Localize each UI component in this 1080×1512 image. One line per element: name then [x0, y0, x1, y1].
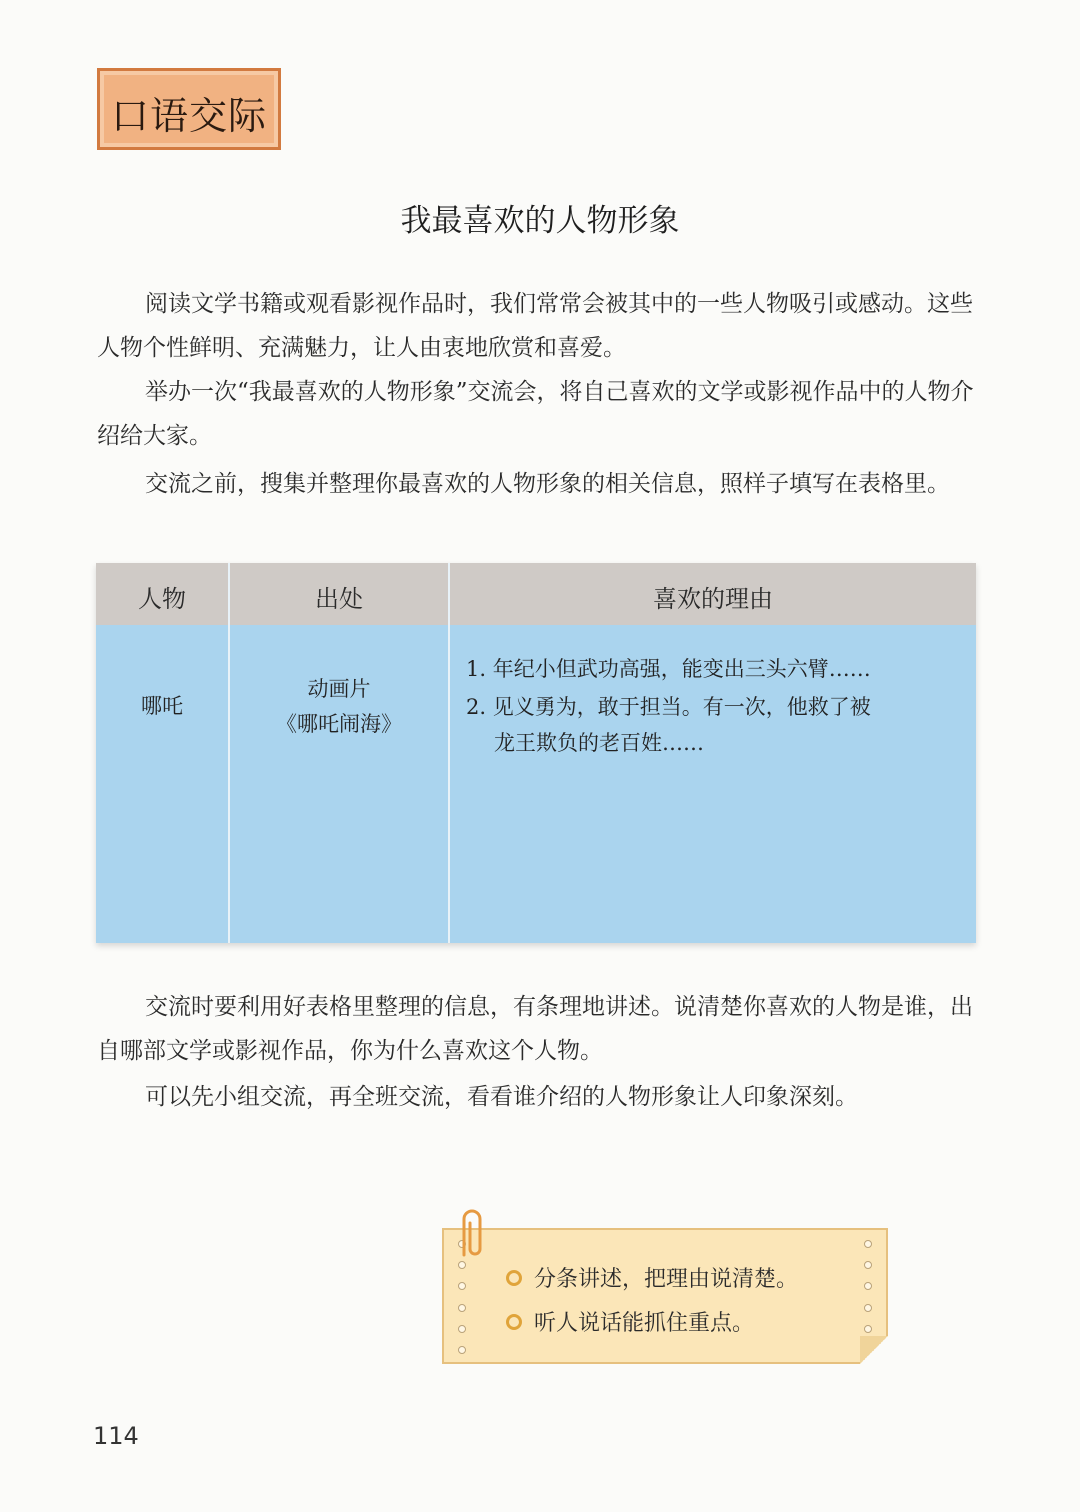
cell-reason-2: 2. 见义勇为，敢于担当。有一次，他救了被 — [466, 695, 871, 719]
page-title: 我最喜欢的人物形象 — [400, 203, 680, 239]
column-header-reason: 喜欢的理由 — [653, 585, 773, 613]
section-badge — [97, 68, 281, 150]
paragraph-intro: 阅读文学书籍或观看影视作品时，我们常常会被其中的一些人物吸引或感动。这些人物个性鲜明、充满魅力，让人由衷地欣赏和喜爱。 — [97, 291, 973, 361]
tip-note — [442, 1228, 888, 1364]
cell-source-title: 《哪吒闹海》 — [276, 712, 402, 736]
cell-character: 哪吒 — [141, 694, 183, 718]
paragraph-preparation: 交流之前，搜集并整理你最喜欢的人物形象的相关信息，照样子填写在表格里。 — [145, 471, 950, 497]
bullet-circle-icon — [506, 1270, 522, 1286]
page-number: 114 — [93, 1422, 139, 1450]
cell-reason-2-cont: 龙王欺负的老百姓…… — [494, 731, 704, 755]
column-header-character: 人物 — [138, 585, 186, 613]
section-badge-label: 口语交际 — [110, 94, 267, 138]
bullet-circle-icon — [506, 1314, 522, 1330]
paragraph-closing: 可以先小组交流，再全班交流，看看谁介绍的人物形象让人印象深刻。 — [145, 1084, 858, 1110]
cell-source-type: 动画片 — [307, 677, 371, 701]
cell-reason-1: 1. 年纪小但武功高强，能变出三头六臂…… — [466, 657, 871, 681]
paragraph-activity: 举办一次“我最喜欢的人物形象”交流会，将自己喜欢的文学或影视作品中的人物介绍给大家。 — [97, 379, 974, 449]
table-divider — [228, 563, 230, 943]
tip-item-1 — [506, 1262, 798, 1293]
page-fold-corner — [860, 1336, 888, 1364]
column-header-source: 出处 — [315, 585, 363, 613]
paperclip-icon — [452, 1205, 492, 1265]
table-divider — [448, 563, 450, 943]
tip-item-1-text: 分条讲述，把理由说清楚。 — [534, 1267, 799, 1292]
paragraph-instruction: 交流时要利用好表格里整理的信息，有条理地讲述。说清楚你喜欢的人物是谁，出自哪部文学或影视作品，你为什么喜欢这个人物。 — [97, 994, 973, 1064]
tip-item-2-text: 听人说话能抓住重点。 — [534, 1311, 755, 1336]
tip-item-2 — [506, 1306, 754, 1337]
character-table — [96, 563, 976, 943]
